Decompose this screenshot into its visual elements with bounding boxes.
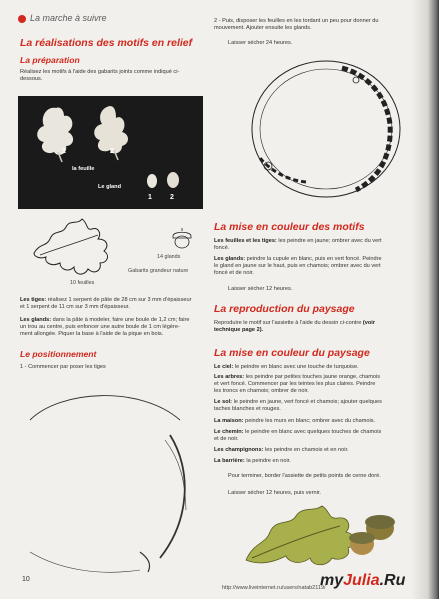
tiges-line-2: et 1 serpent de 11 cm sur 3 mm d'épaisseur. bbox=[20, 304, 130, 311]
finish-text: Pour terminer, border l'assiette de petits points de cerne doré. bbox=[228, 473, 381, 479]
position-heading: Le positionnement bbox=[20, 349, 97, 359]
acorn-count: 14 glands bbox=[157, 254, 181, 260]
leaf-template-drawing bbox=[26, 213, 136, 283]
paysage-chemin bbox=[214, 429, 406, 443]
clay-models-photo bbox=[18, 96, 203, 209]
motif-item-glands bbox=[214, 256, 406, 278]
brand-suffix: .Ru bbox=[379, 572, 406, 589]
dry-12-note: Laisser sécher 12 heures. bbox=[228, 286, 293, 292]
wreath-plate-drawing bbox=[246, 54, 406, 204]
paysage-ciel bbox=[214, 364, 406, 371]
step2-line-2: mouvement. Ajouter ensuite les glands. bbox=[214, 25, 312, 32]
paysage-text-arbres-2: et vert foncé. Commencer par les teintes les plus claires. Peindre bbox=[214, 381, 376, 388]
brand-prefix: my bbox=[320, 572, 344, 589]
paysage-text-barriere: la peindre en noir. bbox=[246, 458, 291, 464]
paysage-text-chemin-1: le peindre en blanc avec quelques touches de chamois bbox=[245, 429, 382, 435]
section-label: La marche à suivre bbox=[30, 13, 107, 23]
plate-stems-drawing bbox=[20, 380, 210, 575]
prep-text-1: Réalisez les motifs à l'aide des gabarits joints comme indiqué ci- bbox=[20, 69, 180, 75]
position-text: 1 - Commencer par poser les tiges bbox=[20, 364, 106, 370]
brand-accent: Julia bbox=[343, 572, 380, 589]
photo-number-1b: 1 bbox=[148, 194, 152, 201]
repro-text-1: Reproduire le motif sur l'assiette à l'aide du dessin ci-contre bbox=[214, 320, 362, 326]
dry-24-note: Laisser sécher 24 heures. bbox=[228, 40, 293, 46]
source-url[interactable]: http://www.liveinternet.ru/users/natab2119/ bbox=[222, 585, 326, 591]
photo-label-feuille: la feuille bbox=[72, 166, 95, 172]
paysage-text-chemin-2: et de noir. bbox=[214, 436, 239, 443]
painted-oak-leaf-image bbox=[240, 498, 410, 578]
motif-text-glands-1: peindre la cupule en blanc, puis en vert foncé. Peindre bbox=[246, 256, 382, 262]
motif-item-feuilles bbox=[214, 238, 406, 252]
dry-12b-note: Laisser sécher 12 heures, puis vernir. bbox=[228, 490, 321, 496]
leaf-count: 10 feuilles bbox=[70, 280, 95, 286]
glands-line-1: dans la pâte à modeler, faire une boule de 1,2 cm; faire bbox=[52, 317, 190, 323]
photo-number-2: 2 bbox=[110, 148, 114, 155]
paysage-barriere bbox=[214, 458, 406, 465]
paysage-label-chemin: Le chemin: bbox=[214, 429, 244, 435]
repro-title: La reproduction du paysage bbox=[214, 303, 355, 315]
paysage-text-sol-2: taches blanches et rouges. bbox=[214, 406, 281, 413]
site-brand-logo bbox=[320, 572, 405, 590]
paysage-text-arbres-3: les troncs en chamois; ombrer de noir. bbox=[214, 388, 309, 395]
paysage-champignons bbox=[214, 447, 406, 454]
step2-line-1: 2 - Puis, disposer les feuilles en les tordant un peu pour donner du bbox=[214, 18, 379, 24]
motif-text-feuilles-2: foncé. bbox=[214, 245, 230, 252]
motif-label-feuilles: Les feuilles et les tiges: bbox=[214, 238, 277, 244]
glands-line-3: ment allongée. Piquer la base à l'aide de la pique en bois. bbox=[20, 331, 164, 338]
tiges-paragraph bbox=[20, 297, 208, 311]
repro-bold: (voir bbox=[362, 320, 376, 326]
book-spine-shadow bbox=[411, 0, 439, 599]
page-number: 10 bbox=[22, 576, 30, 583]
paysage-label-barriere: La barrière: bbox=[214, 458, 245, 464]
paysage-title: La mise en couleur du paysage bbox=[214, 347, 370, 359]
paysage-text-ciel: le peindre en blanc avec une touche de turquoise. bbox=[234, 364, 359, 370]
color-motifs-title: La mise en couleur des motifs bbox=[214, 221, 365, 233]
paysage-text-maison: peindre les murs en blanc; ombrer avec du chamois. bbox=[245, 418, 376, 424]
glands-label: Les glands: bbox=[20, 317, 52, 323]
glands-paragraph bbox=[20, 317, 208, 339]
paysage-label-arbres: Les arbres: bbox=[214, 374, 245, 380]
photo-number-2b: 2 bbox=[170, 194, 174, 201]
glands-line-2: un trou au centre, puis enfoncer une autre boule de 1 cm légère- bbox=[20, 324, 180, 331]
paysage-sol bbox=[214, 399, 406, 413]
template-caption: Gabarits grandeur nature bbox=[128, 268, 189, 274]
left-title: La réalisations des motifs en relief bbox=[20, 37, 193, 49]
paysage-text-champignons: les peindre en chamois et en noir. bbox=[264, 447, 349, 453]
paysage-label-ciel: Le ciel: bbox=[214, 364, 234, 370]
paysage-label-maison: La maison: bbox=[214, 418, 244, 424]
motif-text-glands-2: le gland en jaune sur le haut, puis en chamois; ombrer avec du vert bbox=[214, 263, 381, 270]
photo-number-1: 1 bbox=[62, 148, 66, 155]
acorn-template-icon bbox=[170, 228, 194, 250]
repro-paragraph bbox=[214, 320, 406, 334]
paysage-text-sol-1: le peindre en jaune, vert foncé et chamois; ajouter quelques bbox=[233, 399, 382, 405]
repro-text-2: technique page 2). bbox=[214, 327, 264, 334]
motif-text-feuilles-1: les peindre en jaune; ombrer avec du vert bbox=[278, 238, 382, 244]
photo-label-gland: Le gland bbox=[98, 184, 121, 190]
tiges-label: Les tiges: bbox=[20, 297, 47, 303]
paysage-label-sol: Le sol: bbox=[214, 399, 233, 405]
paysage-arbres bbox=[214, 374, 406, 396]
step2-paragraph bbox=[214, 18, 406, 32]
paysage-text-arbres-1: les peindre par petites touches jaune orange, chamois bbox=[245, 374, 381, 380]
prep-text-2: dessous. bbox=[20, 76, 43, 82]
motif-label-glands: Les glands: bbox=[214, 256, 246, 262]
paysage-maison bbox=[214, 418, 406, 425]
paysage-label-champignons: Les champignons: bbox=[214, 447, 264, 453]
section-bullet-icon bbox=[18, 15, 26, 23]
motif-text-glands-3: foncé et de noir. bbox=[214, 270, 254, 277]
tiges-line-1: réalisez 1 serpent de pâte de 28 cm sur 3 mm d'épaisseur bbox=[47, 297, 192, 303]
prep-heading: La préparation bbox=[20, 55, 80, 65]
